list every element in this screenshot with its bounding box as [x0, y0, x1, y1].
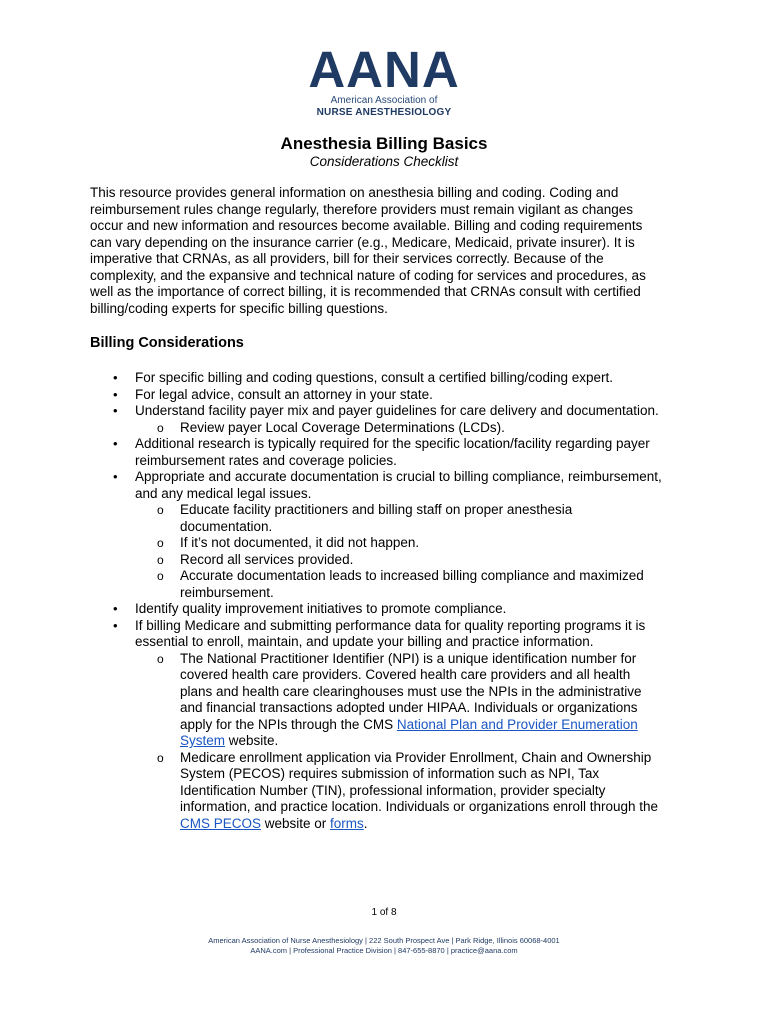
sub-list-item-continuation [0, 733, 768, 750]
sub-list-item-continuation [0, 799, 768, 816]
sub-list-item-continuation [0, 700, 768, 717]
list-item [0, 403, 768, 420]
sub-list-item-continuation [0, 519, 768, 536]
list-item-text: Accurate documentation leads to increased billing compliance and maximized [180, 568, 644, 583]
sub-list-item [0, 420, 768, 437]
sub-bullet-icon: o [157, 503, 164, 517]
list-item-text: apply for the NPIs through the CMS [180, 716, 397, 732]
intro-line: This resource provides general information on anesthesia billing and coding. Coding and [90, 185, 619, 200]
footer-address: American Association of Nurse Anesthesiology | 222 South Prospect Ave | Park Ridge, Illinois 60068-4001 [208, 936, 560, 945]
page-number: 1 of 8 [371, 907, 397, 918]
list-item-text: Additional research is typically required for the specific location/facility regarding payer [135, 436, 650, 451]
footer-contact: AANA.com | Professional Practice Division | 847-655-8870 | practice@aana.com [250, 946, 518, 955]
sub-list-item [0, 651, 768, 668]
list-item-text: website or [261, 815, 331, 831]
bullet-icon: • [113, 469, 118, 484]
sub-bullet-icon: o [157, 552, 164, 567]
list-item-continuation [0, 634, 768, 651]
sub-list-item-continuation [0, 684, 768, 701]
sub-list-item [0, 552, 768, 569]
list-item-text: reimbursement. [180, 584, 274, 600]
sub-list-item-continuation [0, 717, 768, 734]
sub-bullet-icon: o [157, 651, 164, 666]
sub-bullet-icon: o [157, 750, 164, 765]
list-item [0, 370, 768, 387]
list-item-text: If billing Medicare and submitting performance data for quality reporting programs it is [135, 617, 646, 633]
list-item-text: information, and practice location. Individuals or organizations enroll through the [180, 799, 659, 814]
intro-line: can vary depending on the insurance carrier (e.g., Medicare, Medicaid, private insurer). It is [90, 234, 635, 250]
sub-list-item [0, 568, 768, 585]
list-item-text: For specific billing and coding questions, consult a certified billing/coding expert. [135, 370, 614, 385]
list-item-text: Review payer Local Coverage Determinations (LCDs). [180, 419, 505, 435]
sub-list-item-continuation [0, 816, 768, 833]
sub-list-item [0, 502, 768, 519]
list-item-text: Record all services provided. [180, 551, 354, 567]
list-item [0, 387, 768, 404]
list-item-text: plans and health care clearinghouses must use the NPIs in the administrative [180, 683, 642, 699]
intro-paragraph [90, 185, 690, 317]
bullet-icon: • [113, 386, 118, 402]
intro-line: complexity, and the expansive and technical nature of coding for services and procedures, as [90, 267, 646, 283]
list-item-text: If it’s not documented, it did not happen. [180, 535, 420, 550]
list-item-text: Educate facility practitioners and billing staff on proper anesthesia [180, 502, 573, 517]
sub-list-item [0, 535, 768, 552]
aana-logo [0, 41, 768, 119]
intro-line: occur and new information and resources become available. Billing and coding requirements [90, 218, 643, 233]
intro-line: well as the importance of correct billing, it is recommended that CRNAs consult with certified [90, 284, 641, 299]
bullet-icon: • [113, 370, 118, 385]
list-item [0, 469, 768, 486]
list-item-text: For legal advice, consult an attorney in your state. [135, 386, 433, 402]
list-item [0, 436, 768, 453]
forms-link[interactable]: forms [330, 815, 364, 831]
list-item-text: documentation. [180, 518, 273, 534]
list-item [0, 618, 768, 635]
list-item-text: reimbursement rates and coverage policies. [135, 452, 397, 468]
logo-wordmark: AANA [308, 41, 460, 98]
list-item-text: covered health care providers. Covered health care providers and all health [180, 667, 631, 682]
intro-line: imperative that CRNAs, as all providers, bill for their services correctly. Because of the [90, 251, 604, 266]
list-item-continuation [0, 453, 768, 470]
list-item-text: and financial transactions adopted under HIPAA. Individuals or organizations [180, 700, 638, 715]
document-subtitle: Considerations Checklist [309, 154, 459, 169]
sub-list-item [0, 750, 768, 767]
sub-list-item-continuation [0, 667, 768, 684]
bullet-icon: • [113, 617, 118, 633]
intro-line: billing/coding experts for specific billing questions. [90, 300, 388, 316]
list-item-text: Medicare enrollment application via Provider Enrollment, Chain and Ownership [180, 749, 652, 765]
sub-list-item-continuation [0, 585, 768, 602]
nppes-link[interactable]: National Plan and Provider Enumeration [396, 716, 638, 732]
list-item-text: website. [225, 733, 279, 748]
sub-bullet-icon: o [157, 569, 164, 583]
list-item-text: Identify quality improvement initiatives to promote compliance. [135, 601, 507, 616]
nppes-link-continued[interactable]: System [180, 733, 226, 748]
list-item-text: essential to enroll, maintain, and update your billing and practice information. [135, 634, 594, 649]
bullet-icon: • [113, 436, 118, 451]
list-item-text: . [363, 815, 368, 831]
list-item-text: Identification Number (TIN), professional information, provider specialty [180, 782, 606, 798]
list-item-text: Appropriate and accurate documentation is crucial to billing compliance, reimbursement, [135, 469, 662, 484]
sub-bullet-icon: o [157, 420, 164, 435]
cms-pecos-link[interactable]: CMS PECOS [180, 815, 262, 831]
list-item-text: Understand facility payer mix and payer guidelines for care delivery and documentation. [135, 403, 659, 418]
list-item-continuation [0, 486, 768, 503]
sub-list-item-continuation [0, 783, 768, 800]
bullet-icon: • [113, 601, 118, 616]
document-title: Anesthesia Billing Basics [280, 134, 488, 153]
billing-considerations-list [0, 370, 768, 832]
sub-list-item-continuation [0, 766, 768, 783]
list-item-text: The National Practitioner Identifier (NPI) is a unique identification number for [180, 650, 637, 666]
logo-subtitle-line2: NURSE ANESTHESIOLOGY [316, 107, 452, 118]
bullet-icon: • [113, 403, 118, 418]
sub-bullet-icon: o [157, 536, 164, 550]
list-item [0, 601, 768, 618]
section-heading: Billing Considerations [90, 335, 244, 351]
list-item-text: and any medical legal issues. [135, 485, 312, 501]
footer [0, 936, 768, 956]
intro-line: reimbursement rules change regularly, therefore providers must remain vigilant as changes [90, 201, 634, 217]
list-item-text: System (PECOS) requires submission of information such as NPI, Tax [180, 766, 600, 781]
logo-subtitle-line1: American Association of [330, 95, 438, 106]
